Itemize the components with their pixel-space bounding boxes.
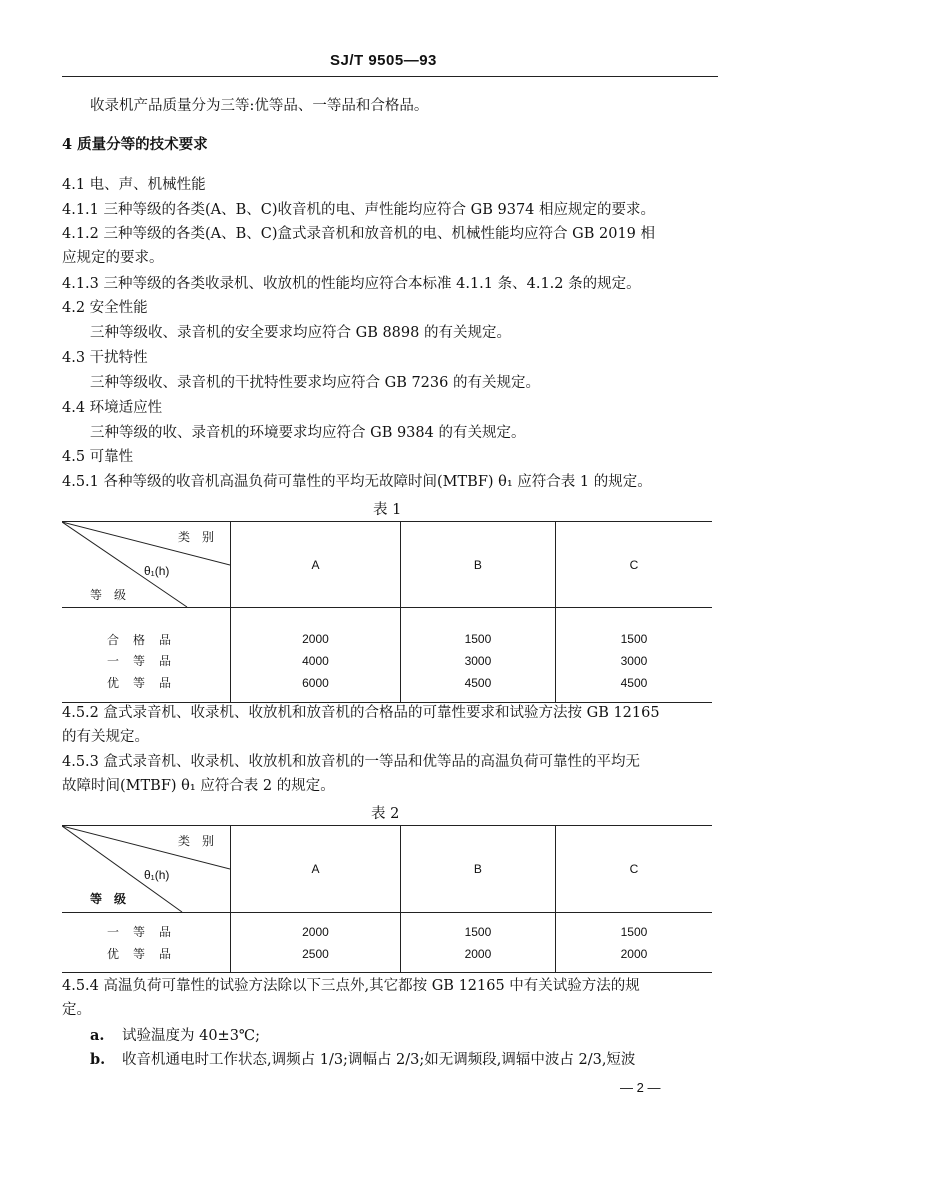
table-spacer-row xyxy=(62,694,712,703)
cell-value: 4500 xyxy=(400,672,555,694)
section-4-1-1: 4.1.1 三种等级的各类(A、B、C)收音机的电、声性能均应符合 GB 9374 相应规定的要求。 xyxy=(62,202,656,218)
section-4-4-heading: 4.4 环境适应性 xyxy=(62,400,163,416)
section-4-1-3: 4.1.3 三种等级的各类收录机、收放机的性能均应符合本标准 4.1.1 条、4.1.2 条的规定。 xyxy=(62,276,641,292)
corner-label-theta: θ₁(h) xyxy=(144,564,170,578)
table-header-row xyxy=(62,826,712,913)
list-item-a-text: 试验温度为 40±3℃; xyxy=(122,1028,261,1044)
section-4-5-4-line2: 定。 xyxy=(62,1002,91,1018)
section-4-5-1: 4.5.1 各种等级的收音机高温负荷可靠性的平均无故障时间(MTBF) θ₁ 应符合表 1 的规定。 xyxy=(62,474,652,490)
corner-label-category: 类 别 xyxy=(177,530,214,544)
row-label: 一等品 xyxy=(106,654,185,668)
document-number: SJ/T 9505—93 xyxy=(330,52,437,69)
table-header-row xyxy=(62,522,712,608)
column-header-a: A xyxy=(231,826,401,913)
corner-label-grade: 等 级 xyxy=(90,892,127,906)
cell-value: 2000 xyxy=(400,943,555,965)
column-header-b: B xyxy=(400,826,555,913)
cell-value: 4000 xyxy=(231,650,401,672)
cell-value: 1500 xyxy=(400,629,555,650)
section-4-5-3-line2: 故障时间(MTBF) θ₁ 应符合表 2 的规定。 xyxy=(62,778,335,794)
table-1-caption: 表 1 xyxy=(373,502,402,518)
corner-label-grade: 等 级 xyxy=(90,588,127,602)
section-4-5-4-line1: 4.5.4 高温负荷可靠性的试验方法除以下三点外,其它都按 GB 12165 中有关试验方法的规 xyxy=(62,978,640,994)
cell-value: 2000 xyxy=(231,921,401,943)
section-4-2-heading: 4.2 安全性能 xyxy=(62,300,148,316)
row-label: 优等品 xyxy=(106,947,185,961)
table-1 xyxy=(62,521,712,703)
page-number: — 2 — xyxy=(620,1080,661,1095)
table-row xyxy=(62,921,712,943)
cell-value: 6000 xyxy=(231,672,401,694)
cell-value: 2000 xyxy=(620,946,648,961)
table-spacer-row xyxy=(62,965,712,973)
section-4-4-body: 三种等级的收、录音机的环境要求均应符合 GB 9384 的有关规定。 xyxy=(90,425,526,441)
section-4-1-heading: 4.1 电、声、机械性能 xyxy=(62,177,206,193)
table-row xyxy=(62,672,712,694)
list-item-a-label: a. xyxy=(90,1027,105,1044)
cell-value: 2500 xyxy=(231,943,401,965)
table-2-caption: 表 2 xyxy=(371,806,400,822)
column-header-b: B xyxy=(400,522,555,608)
section-4-3-body: 三种等级收、录音机的干扰特性要求均应符合 GB 7236 的有关规定。 xyxy=(90,375,540,391)
table-2 xyxy=(62,825,712,973)
section-4-2-body: 三种等级收、录音机的安全要求均应符合 GB 8898 的有关规定。 xyxy=(90,325,511,341)
column-header-c: C xyxy=(629,862,639,876)
header-rule xyxy=(62,76,718,77)
cell-value: 3000 xyxy=(400,650,555,672)
section-4-5-heading: 4.5 可靠性 xyxy=(62,449,134,465)
cell-value: 2000 xyxy=(231,629,401,650)
table-spacer-row xyxy=(62,608,712,629)
cell-value: 3000 xyxy=(620,653,648,668)
table-row xyxy=(62,943,712,965)
column-header-c: C xyxy=(629,557,639,572)
section-4-heading: 4 质量分等的技术要求 xyxy=(62,136,208,153)
corner-label-theta: θ₁(h) xyxy=(144,868,170,882)
corner-label-category: 类 别 xyxy=(177,834,214,848)
section-4-5-2-line2: 的有关规定。 xyxy=(62,729,149,745)
intro-paragraph: 收录机产品质量分为三等:优等品、一等品和合格品。 xyxy=(90,98,429,114)
list-item-b-text: 收音机通电时工作状态,调频占 1/3;调幅占 2/3;如无调频段,调辐中波占 2/3,短波 xyxy=(122,1052,636,1068)
table-corner-cell xyxy=(62,826,231,913)
section-4-1-2-line1: 4.1.2 三种等级的各类(A、B、C)盒式录音机和放音机的电、机械性能均应符合 GB 2019 相 xyxy=(62,226,656,242)
section-4-5-3-line1: 4.5.3 盒式录音机、收录机、收放机和放音机的一等品和优等品的高温负荷可靠性的平均无 xyxy=(62,754,640,770)
list-item-b-label: b. xyxy=(90,1051,106,1068)
row-label: 一等品 xyxy=(106,925,185,939)
table-spacer-row xyxy=(62,913,712,921)
cell-value: 1500 xyxy=(620,632,648,646)
table-row xyxy=(62,629,712,650)
column-header-a: A xyxy=(231,522,401,608)
row-label: 优等品 xyxy=(106,676,185,690)
section-4-3-heading: 4.3 干扰特性 xyxy=(62,350,148,366)
section-4-1-2-line2: 应规定的要求。 xyxy=(62,250,164,266)
table-corner-cell xyxy=(62,522,231,608)
cell-value: 1500 xyxy=(400,921,555,943)
cell-value: 4500 xyxy=(620,675,648,690)
cell-value: 1500 xyxy=(620,924,648,939)
table-row xyxy=(62,650,712,672)
row-label: 合格品 xyxy=(106,632,185,647)
section-4-5-2-line1: 4.5.2 盒式录音机、收录机、收放机和放音机的合格品的可靠性要求和试验方法按 GB 12165 xyxy=(62,705,660,721)
